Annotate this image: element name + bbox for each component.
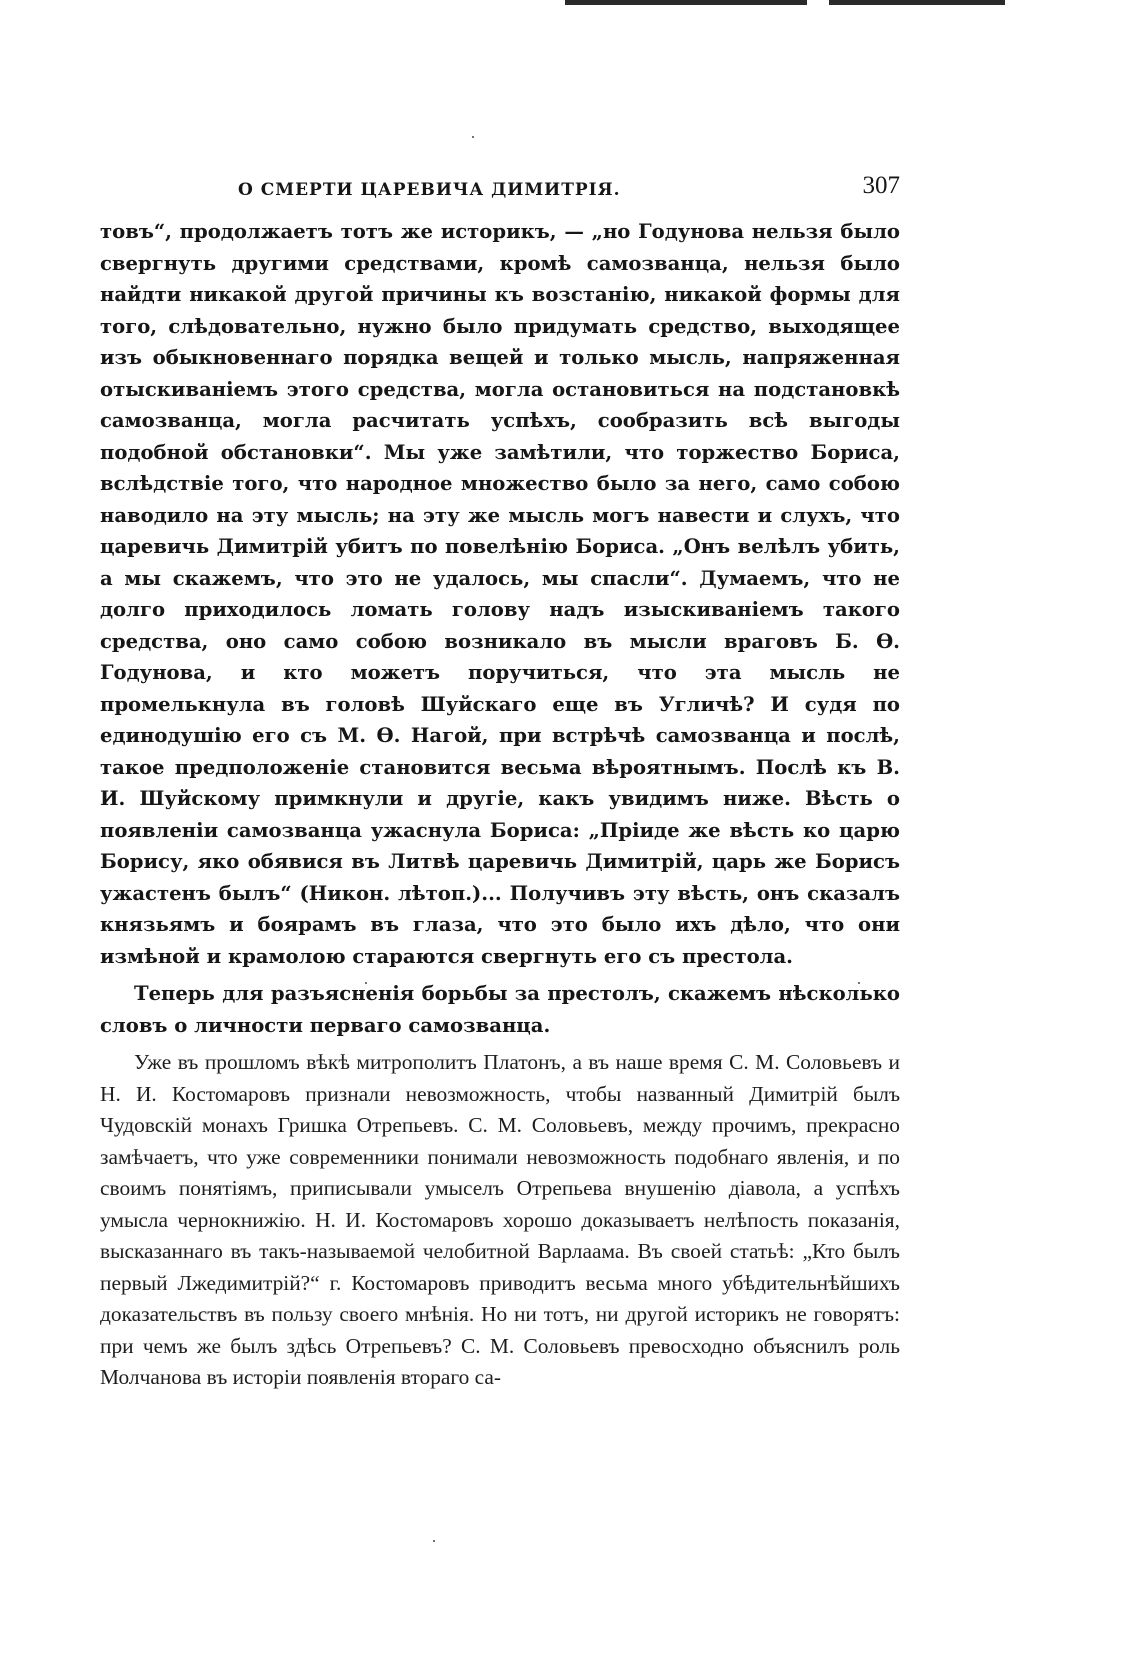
paragraph: Теперь для разъясненія борьбы за престолъ, скажемъ нѣсколько словъ о личности перваго самозванца.	[100, 982, 900, 1037]
body-text	[100, 216, 900, 1394]
page-number: 307	[862, 172, 900, 199]
scan-edge-artifact	[565, 0, 1005, 5]
book-page	[100, 168, 900, 1394]
page-header	[100, 168, 900, 210]
paragraph: Уже въ прошломъ вѣкѣ митрополитъ Платонъ, а въ наше время С. М. Соловьевъ и Н. И. Костомаровъ признали невозможность, чтобы названный Димитрій былъ Чудовскій монахъ Гришка Отрепьевъ. С. М. Соловьевъ, между прочимъ, прекрасно замѣчаетъ, что уже современники понимали невозможность подобнаго явленія, и по своимъ понятіямъ, приписывали умыселъ Отрепьева внушенію діавола, а успѣхъ умысла чернокнижію. Н. И. Костомаровъ хорошо доказываетъ нелѣпость показанія, высказаннаго въ такъ-называемой челобитной Варлаама. Въ своей статьѣ: „Кто былъ первый Лжедимитрій?“ г. Костомаровъ приводитъ весьма много убѣдительнѣйшихъ доказательствъ въ пользу своего мнѣнія. Но ни тотъ, ни другой историкъ не говорятъ: при чемъ же былъ здѣсь Отрепьевъ? С. М. Соловьевъ превосходно объяснилъ роль Молчанова въ исторіи появленія втораго са-	[100, 1050, 900, 1389]
paragraph: товъ“, продолжаетъ тотъ же историкъ, — „но Годунова нельзя было свергнуть другими средствами, кромѣ самозванца, нельзя было найдти никакой другой причины къ возстанію, никакой формы для того, слѣдовательно, нужно было придумать средство, выходящее изъ обыкновеннаго порядка вещей и только мысль, напряженная отыскиваніемъ этого средства, могла остановиться на подстановкѣ самозванца, могла расчитать успѣхъ, сообразить всѣ выгоды подобной обстановки“. Мы уже замѣтили, что торжество Бориса, вслѣдствіе того, что народное множество было за него, само собою наводило на эту мысль; на эту же мысль могъ навести и слухъ, что царевичь Димитрій убитъ по повелѣнію Бориса. „Онъ велѣлъ убить, а мы скажемъ, что это не удалось, мы спасли“. Думаемъ, что не долго приходилось ломать голову надъ изыскиваніемъ такого средства, оно само собою возникало въ мысли враговъ Б. Ѳ. Годунова, и кто можетъ поручиться, что эта мысль не промелькнула въ головѣ Шуйскаго еще въ Угличѣ? И судя по единодушію его съ М. Ѳ. Нагой, при встрѣчѣ самозванца и послѣ, такое предположеніе становится весьма вѣроятнымъ. Послѣ къ В. И. Шуйскому примкнули и другіе, какъ увидимъ ниже. Вѣсть о появленіи самозванца ужаснула Бориса: „Пріиде же вѣсть ко царю Борису, яко обявися въ Литвѣ царевичь Димитрій, царь же Борисъ ужастенъ былъ“ (Никон. лѣтоп.)... Получивъ эту вѣсть, онъ сказалъ князьямъ и боярамъ въ глаза, что это было ихъ дѣло, что они измѣной и крамолою стараются свергнуть его съ престола.	[100, 220, 900, 968]
running-head: О СМЕРТИ ЦАРЕВИЧА ДИМИТРІЯ.	[238, 180, 621, 200]
scan-speck	[433, 1540, 435, 1542]
scan-speck	[472, 136, 474, 138]
